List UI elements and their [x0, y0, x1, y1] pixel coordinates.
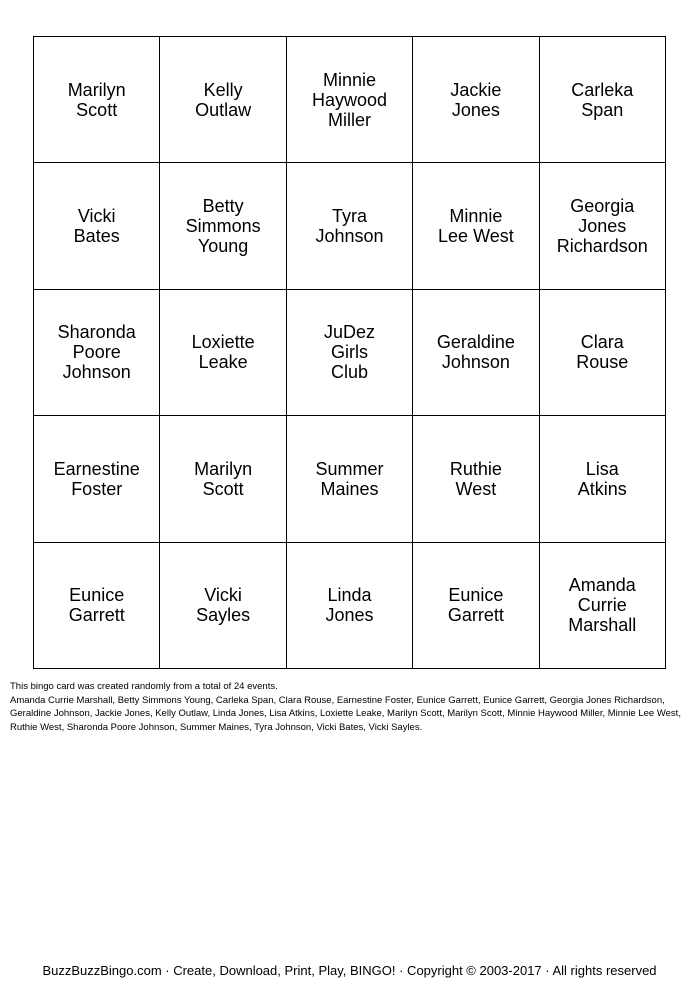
bingo-cell	[287, 163, 413, 289]
bingo-cell	[413, 163, 539, 289]
bingo-cell	[160, 290, 286, 416]
bingo-cell-line: Span	[581, 99, 624, 120]
bingo-cell	[34, 543, 160, 669]
bingo-cell-line: Simmons	[185, 216, 261, 237]
bingo-cell-line: Scott	[202, 478, 244, 499]
bingo-cell	[540, 543, 666, 669]
bingo-cell	[160, 37, 286, 163]
bingo-cell-line: Kelly	[203, 79, 243, 100]
bingo-cell-line: Vicki	[77, 206, 116, 227]
bingo-cell-line: Earnestine	[53, 458, 140, 479]
bingo-cell	[34, 290, 160, 416]
bingo-cell-line: Richardson	[556, 236, 648, 257]
bingo-cell-line: Leake	[198, 352, 248, 373]
bingo-cell-line: Sharonda	[57, 322, 136, 343]
bingo-cell-line: Miller	[327, 109, 371, 130]
bingo-cell-line: Sayles	[196, 605, 251, 626]
bingo-cell	[413, 290, 539, 416]
footnote-intro: This bingo card was created randomly from a total of 24 events.	[10, 681, 278, 692]
bingo-cell-line: Betty	[202, 196, 244, 217]
bingo-cell-line: Bates	[73, 226, 120, 247]
bingo-cell-line: Georgia	[570, 196, 635, 217]
bingo-cell	[540, 37, 666, 163]
bingo-cell-line: Club	[330, 362, 368, 383]
bingo-cell-line: Garrett	[68, 605, 125, 626]
bingo-cell	[287, 290, 413, 416]
bingo-cell	[540, 290, 666, 416]
bingo-cell	[287, 416, 413, 542]
bingo-cell-line: Haywood	[311, 89, 388, 110]
bingo-cell-line: Jones	[451, 99, 500, 120]
bingo-cell-line: Loxiette	[191, 332, 255, 353]
bingo-cell-line: Vicki	[204, 585, 242, 606]
bingo-cell-line: Minnie	[322, 69, 376, 90]
bingo-cell-line: Johnson	[315, 226, 384, 247]
bingo-cell-line: Jackie	[450, 79, 502, 100]
bingo-cell	[413, 543, 539, 669]
bingo-card-grid	[33, 36, 666, 669]
bingo-cell	[160, 163, 286, 289]
bingo-cell-line: Summer	[315, 458, 384, 479]
bingo-cell	[540, 416, 666, 542]
bingo-cell-line: West	[455, 478, 497, 499]
bingo-cell	[287, 543, 413, 669]
bingo-cell-line: Minnie	[449, 206, 503, 227]
bingo-cell	[413, 37, 539, 163]
bingo-cell	[413, 416, 539, 542]
bingo-cell-line: Clara	[580, 332, 624, 353]
bingo-cell	[160, 416, 286, 542]
bingo-cell-line: Garrett	[447, 605, 504, 626]
bingo-cell	[34, 37, 160, 163]
bingo-cell-line: Atkins	[577, 478, 627, 499]
bingo-cell-line: Geraldine	[436, 332, 515, 353]
bingo-cell	[34, 163, 160, 289]
bingo-cell-line: Lee West	[438, 226, 514, 247]
bingo-cell-line: Tyra	[331, 206, 367, 227]
bingo-cell-line: Lisa	[585, 458, 619, 479]
bingo-cell-line: Jones	[325, 605, 374, 626]
bingo-cell-line: Eunice	[448, 585, 504, 606]
bingo-cell-line: Jones	[578, 216, 627, 237]
bingo-cell-line: Outlaw	[195, 99, 252, 120]
bingo-cell	[34, 416, 160, 542]
footnote-event-list: Amanda Currie Marshall, Betty Simmons Young, Carleka Span, Clara Rouse, Earnestine Foster, Eunice Garrett, Eunice Garrett, Georgia Jones Richardson, Geraldine Johnson, Jackie Jones, Kelly Outlaw, Linda Jones, Lisa Atkins, Loxiette Leake, Marilyn Scott, Marilyn Scott, Minnie Haywood Miller, Minnie Lee West, Ruthie West, Sharonda Poore Johnson, Summer Maines, Tyra Johnson, Vicki Bates, Vicki Sayles.	[10, 694, 681, 733]
bingo-cell-line: Carleka	[571, 79, 634, 100]
bingo-cell-line: Rouse	[576, 352, 629, 373]
bingo-cell-line: Eunice	[69, 585, 125, 606]
bingo-cell-line: Scott	[76, 99, 118, 120]
bingo-cell	[540, 163, 666, 289]
bingo-cell-line: Linda	[327, 585, 372, 606]
bingo-cell-line: JuDez	[323, 322, 375, 343]
bingo-cell-line: Maines	[320, 478, 379, 499]
page-footer: BuzzBuzzBingo.com · Create, Download, Print, Play, BINGO! · Copyright © 2003-2017 · All rights reserved	[42, 963, 657, 978]
card-footnote	[10, 680, 692, 734]
bingo-cell-line: Young	[197, 236, 249, 257]
bingo-cell-line: Marilyn	[194, 458, 253, 479]
bingo-cell-line: Ruthie	[449, 458, 502, 479]
bingo-cell-line: Johnson	[62, 362, 131, 383]
bingo-cell-line: Marilyn	[67, 79, 126, 100]
bingo-cell	[160, 543, 286, 669]
bingo-cell-line: Foster	[71, 478, 123, 499]
bingo-cell-line: Marshall	[568, 615, 637, 636]
bingo-cell-line: Currie	[577, 595, 627, 616]
bingo-cell-line: Girls	[330, 342, 368, 363]
bingo-cell-line: Poore	[72, 342, 121, 363]
bingo-cell	[287, 37, 413, 163]
bingo-cell-line: Amanda	[568, 575, 636, 596]
bingo-cell-line: Johnson	[441, 352, 510, 373]
